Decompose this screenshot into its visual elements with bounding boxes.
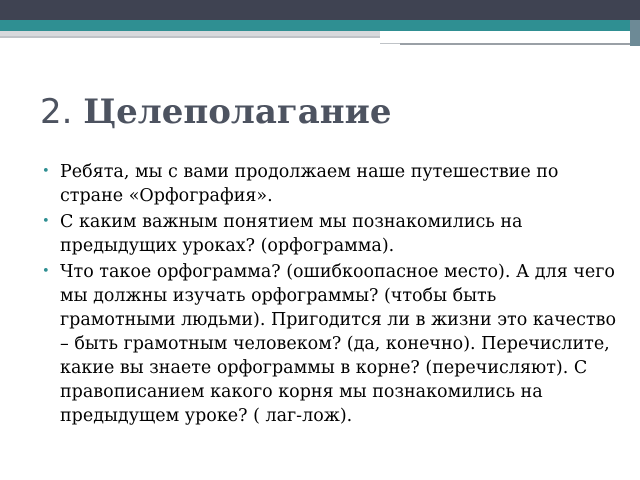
header-accent-rule (400, 43, 630, 45)
title-word: Целеполагание (83, 92, 392, 132)
header-teal-band (0, 20, 640, 31)
bullet-text-3: Что такое орфограмма? (ошибкоопасное место). А для чего мы должны изучать орфограммы? (чтобы быть грамотными людьми). Пригодится ли в жизни это качество – быть грамотным человеком? (да, конечно). Перечислите, какие вы знаете орфограммы в корне? (перечисляют). С правописанием какого корня мы познакомились на предыдущем уроке? ( лаг-лож). (60, 262, 617, 426)
title-number: 2. (40, 92, 73, 132)
bullet-list (42, 160, 617, 430)
bullet-dot-icon: • (42, 264, 50, 279)
bullet-text-1: Ребята, мы с вами продолжаем наше путешествие по стране «Орфография». (60, 162, 559, 206)
bullet-dot-icon: • (42, 214, 50, 229)
header-right-edge (630, 20, 640, 46)
bullet-item-2 (42, 210, 617, 258)
bullet-item-3 (42, 260, 617, 428)
bullet-item-1 (42, 160, 617, 208)
slide-title (40, 92, 392, 132)
header-dark-band (0, 0, 640, 20)
bullet-text-2: С каким важным понятием мы познакомились на предыдущих уроках? (орфограмма). (60, 212, 523, 256)
bullet-dot-icon: • (42, 164, 50, 179)
